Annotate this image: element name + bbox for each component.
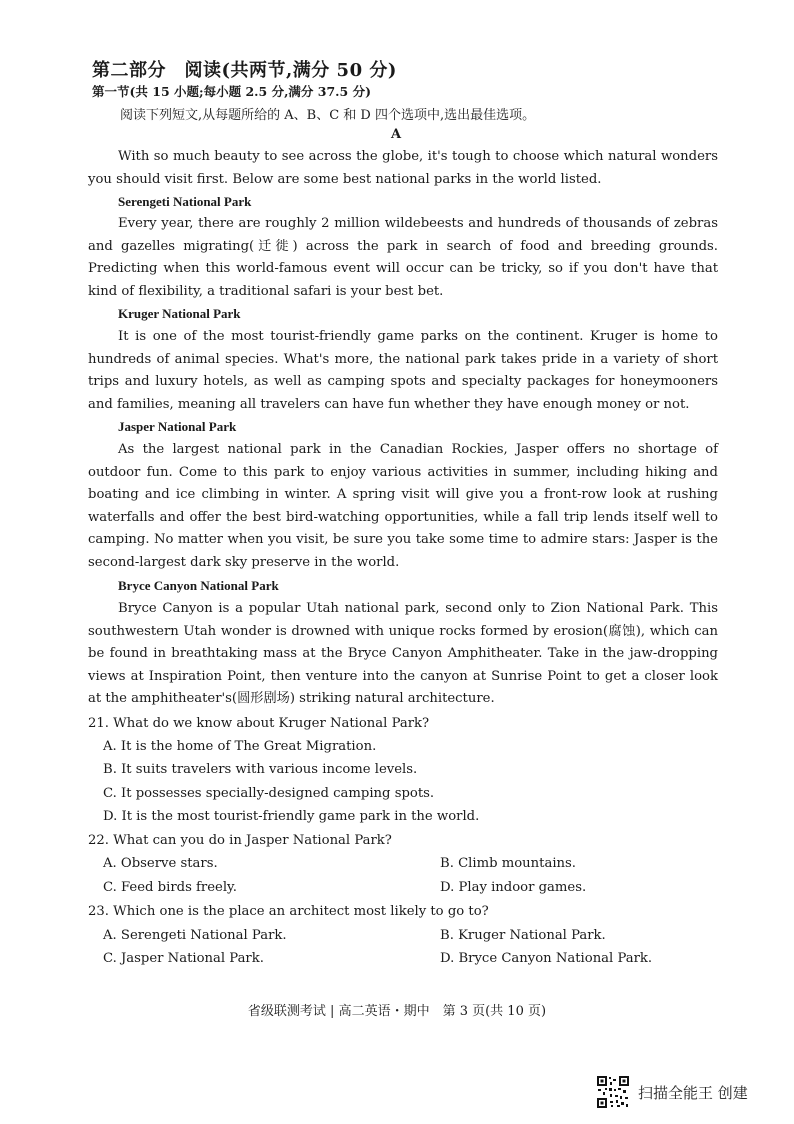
option-d: D. Play indoor games. xyxy=(440,880,587,895)
option-b: B. Climb mountains. xyxy=(440,856,577,871)
park-heading: Bryce Canyon National Park xyxy=(118,578,279,593)
option-d: D. It is the most tourist-friendly game park in the world. xyxy=(103,809,480,824)
option-b: B. It suits travelers with various income levels. xyxy=(103,762,418,777)
qr-code-icon xyxy=(596,1075,630,1109)
option-a: A. Serengeti National Park. xyxy=(103,928,287,943)
passage-intro: With so much beauty to see across the globe, it's tough to choose which natural wonders you should visit first. Below are some best national parks in the world listed. xyxy=(88,149,718,187)
passage-label: A xyxy=(391,127,402,142)
option-a: A. Observe stars. xyxy=(103,856,218,871)
question-stem: 22. What can you do in Jasper National Park? xyxy=(88,833,392,848)
option-d: D. Bryce Canyon National Park. xyxy=(440,951,653,966)
scanner-watermark: 扫描全能王 创建 xyxy=(638,1084,748,1102)
option-c: C. Feed birds freely. xyxy=(103,880,237,895)
park-paragraph: It is one of the most tourist-friendly game parks on the continent. Kruger is home to hundreds of animal species. What's more, the national park takes pride in a variety of short trips and luxury hotels, as well as camping spots and specialty packages for honeymooners and families, meaning all travelers can have fun whether they have enough money or not. xyxy=(88,329,718,412)
park-heading: Jasper National Park xyxy=(118,419,237,434)
instruction: 阅读下列短文,从每题所给的 A、B、C 和 D 四个选项中,选出最佳选项。 xyxy=(120,108,536,123)
option-b: B. Kruger National Park. xyxy=(440,928,606,943)
part-title: 第二部分 阅读(共两节,满分 50 分) xyxy=(92,60,397,81)
question-stem: 23. Which one is the place an architect most likely to go to? xyxy=(88,904,489,919)
park-heading: Kruger National Park xyxy=(118,306,241,321)
page-footer: 省级联测考试 | 高二英语・期中 第 3 页(共 10 页) xyxy=(247,1004,547,1019)
park-paragraph: Bryce Canyon is a popular Utah national park, second only to Zion National Park. This southwestern Utah wonder is drowned with unique rocks formed by erosion(腐蚀), which can be found in breathtaking mass at the Bryce Canyon Amphitheater. Take in the jaw-dropping views at Inspiration Point, then venture into the canyon at Sunrise Point to get a closer look at the amphitheater's(圆形剧场) striking natural architecture. xyxy=(88,601,718,707)
question-stem: 21. What do we know about Kruger National Park? xyxy=(88,716,430,731)
park-paragraph: As the largest national park in the Canadian Rockies, Jasper offers no shortage of outdoor fun. Come to this park to enjoy various activities in summer, including hiking and boating and ice climbing in winter. A spring visit will give you a front-row look at rushing waterfalls and offer the best bird-watching opportunities, while a fall trip lends itself well to camping. No matter when you visit, be sure you take some time to admire stars: Jasper is the second-largest dark sky preserve in the world. xyxy=(88,442,718,570)
option-c: C. It possesses specially-designed camping spots. xyxy=(103,786,435,801)
park-heading: Serengeti National Park xyxy=(118,194,252,209)
option-c: C. Jasper National Park. xyxy=(103,951,264,966)
park-paragraph: Every year, there are roughly 2 million wildebeests and hundreds of thousands of zebras and gazelles migrating(迁徙) across the park in search of food and breeding grounds. Predicting when this world-famous event will occur can be tricky, so if you don't have that kind of flexibility, a traditional safari is your best bet. xyxy=(88,216,718,299)
section-title: 第一节(共 15 小题;每小题 2.5 分,满分 37.5 分) xyxy=(92,84,371,99)
option-a: A. It is the home of The Great Migration. xyxy=(103,739,377,754)
